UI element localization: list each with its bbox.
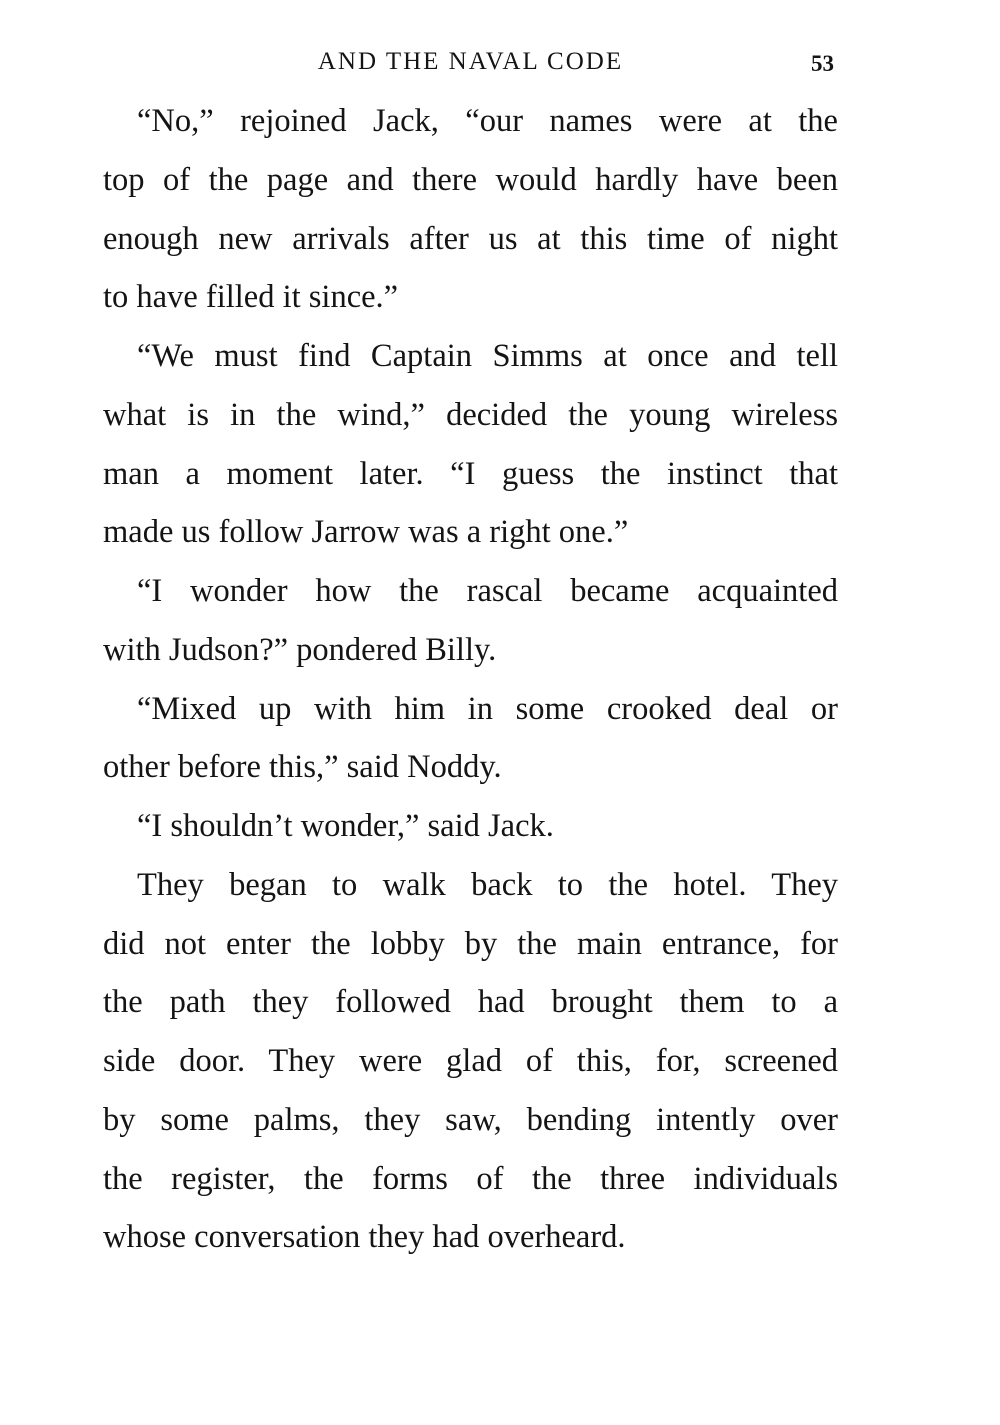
text-line: man a moment later. “I guess the instinct that [103,455,838,492]
text-line: with Judson?” pondered Billy. [103,631,497,668]
text-line: made us follow Jarrow was a right one.” [103,514,629,551]
text-line: “Mixed up with him in some crooked deal or [137,690,838,727]
running-head [103,44,838,80]
text-line: to have filled it since.” [103,279,399,316]
paragraph [103,562,838,680]
text-line: what is in the wind,” decided the young wireless [103,396,838,433]
paragraph [103,327,838,562]
text-line: top of the page and there would hardly have been [103,161,838,198]
text-line: by some palms, they saw, bending intently over [103,1101,838,1138]
text-line: They began to walk back to the hotel. They [137,866,838,903]
body-text [103,92,838,1267]
text-line: did not enter the lobby by the main entrance, for [103,925,838,962]
text-line: other before this,” said Noddy. [103,749,502,786]
text-line: enough new arrivals after us at this time of night [103,220,838,257]
text-line: “I shouldn’t wonder,” said Jack. [137,808,554,844]
text-line: side door. They were glad of this, for, screened [103,1043,838,1079]
paragraph [103,797,838,856]
text-line: the register, the forms of the three individuals [103,1160,838,1197]
text-line: “We must find Captain Simms at once and tell [137,338,838,374]
page-number: 53 [811,51,834,76]
paragraph [103,92,838,327]
text-line: whose conversation they had overheard. [103,1219,626,1256]
text-line: the path they followed had brought them to a [103,984,838,1021]
paragraph [103,680,838,798]
text-line: “I wonder how the rascal became acquainted [137,573,838,609]
paragraph [103,856,838,1267]
text-line: “No,” rejoined Jack, “our names were at the [137,103,838,139]
running-head-title: AND THE NAVAL CODE [317,48,624,75]
